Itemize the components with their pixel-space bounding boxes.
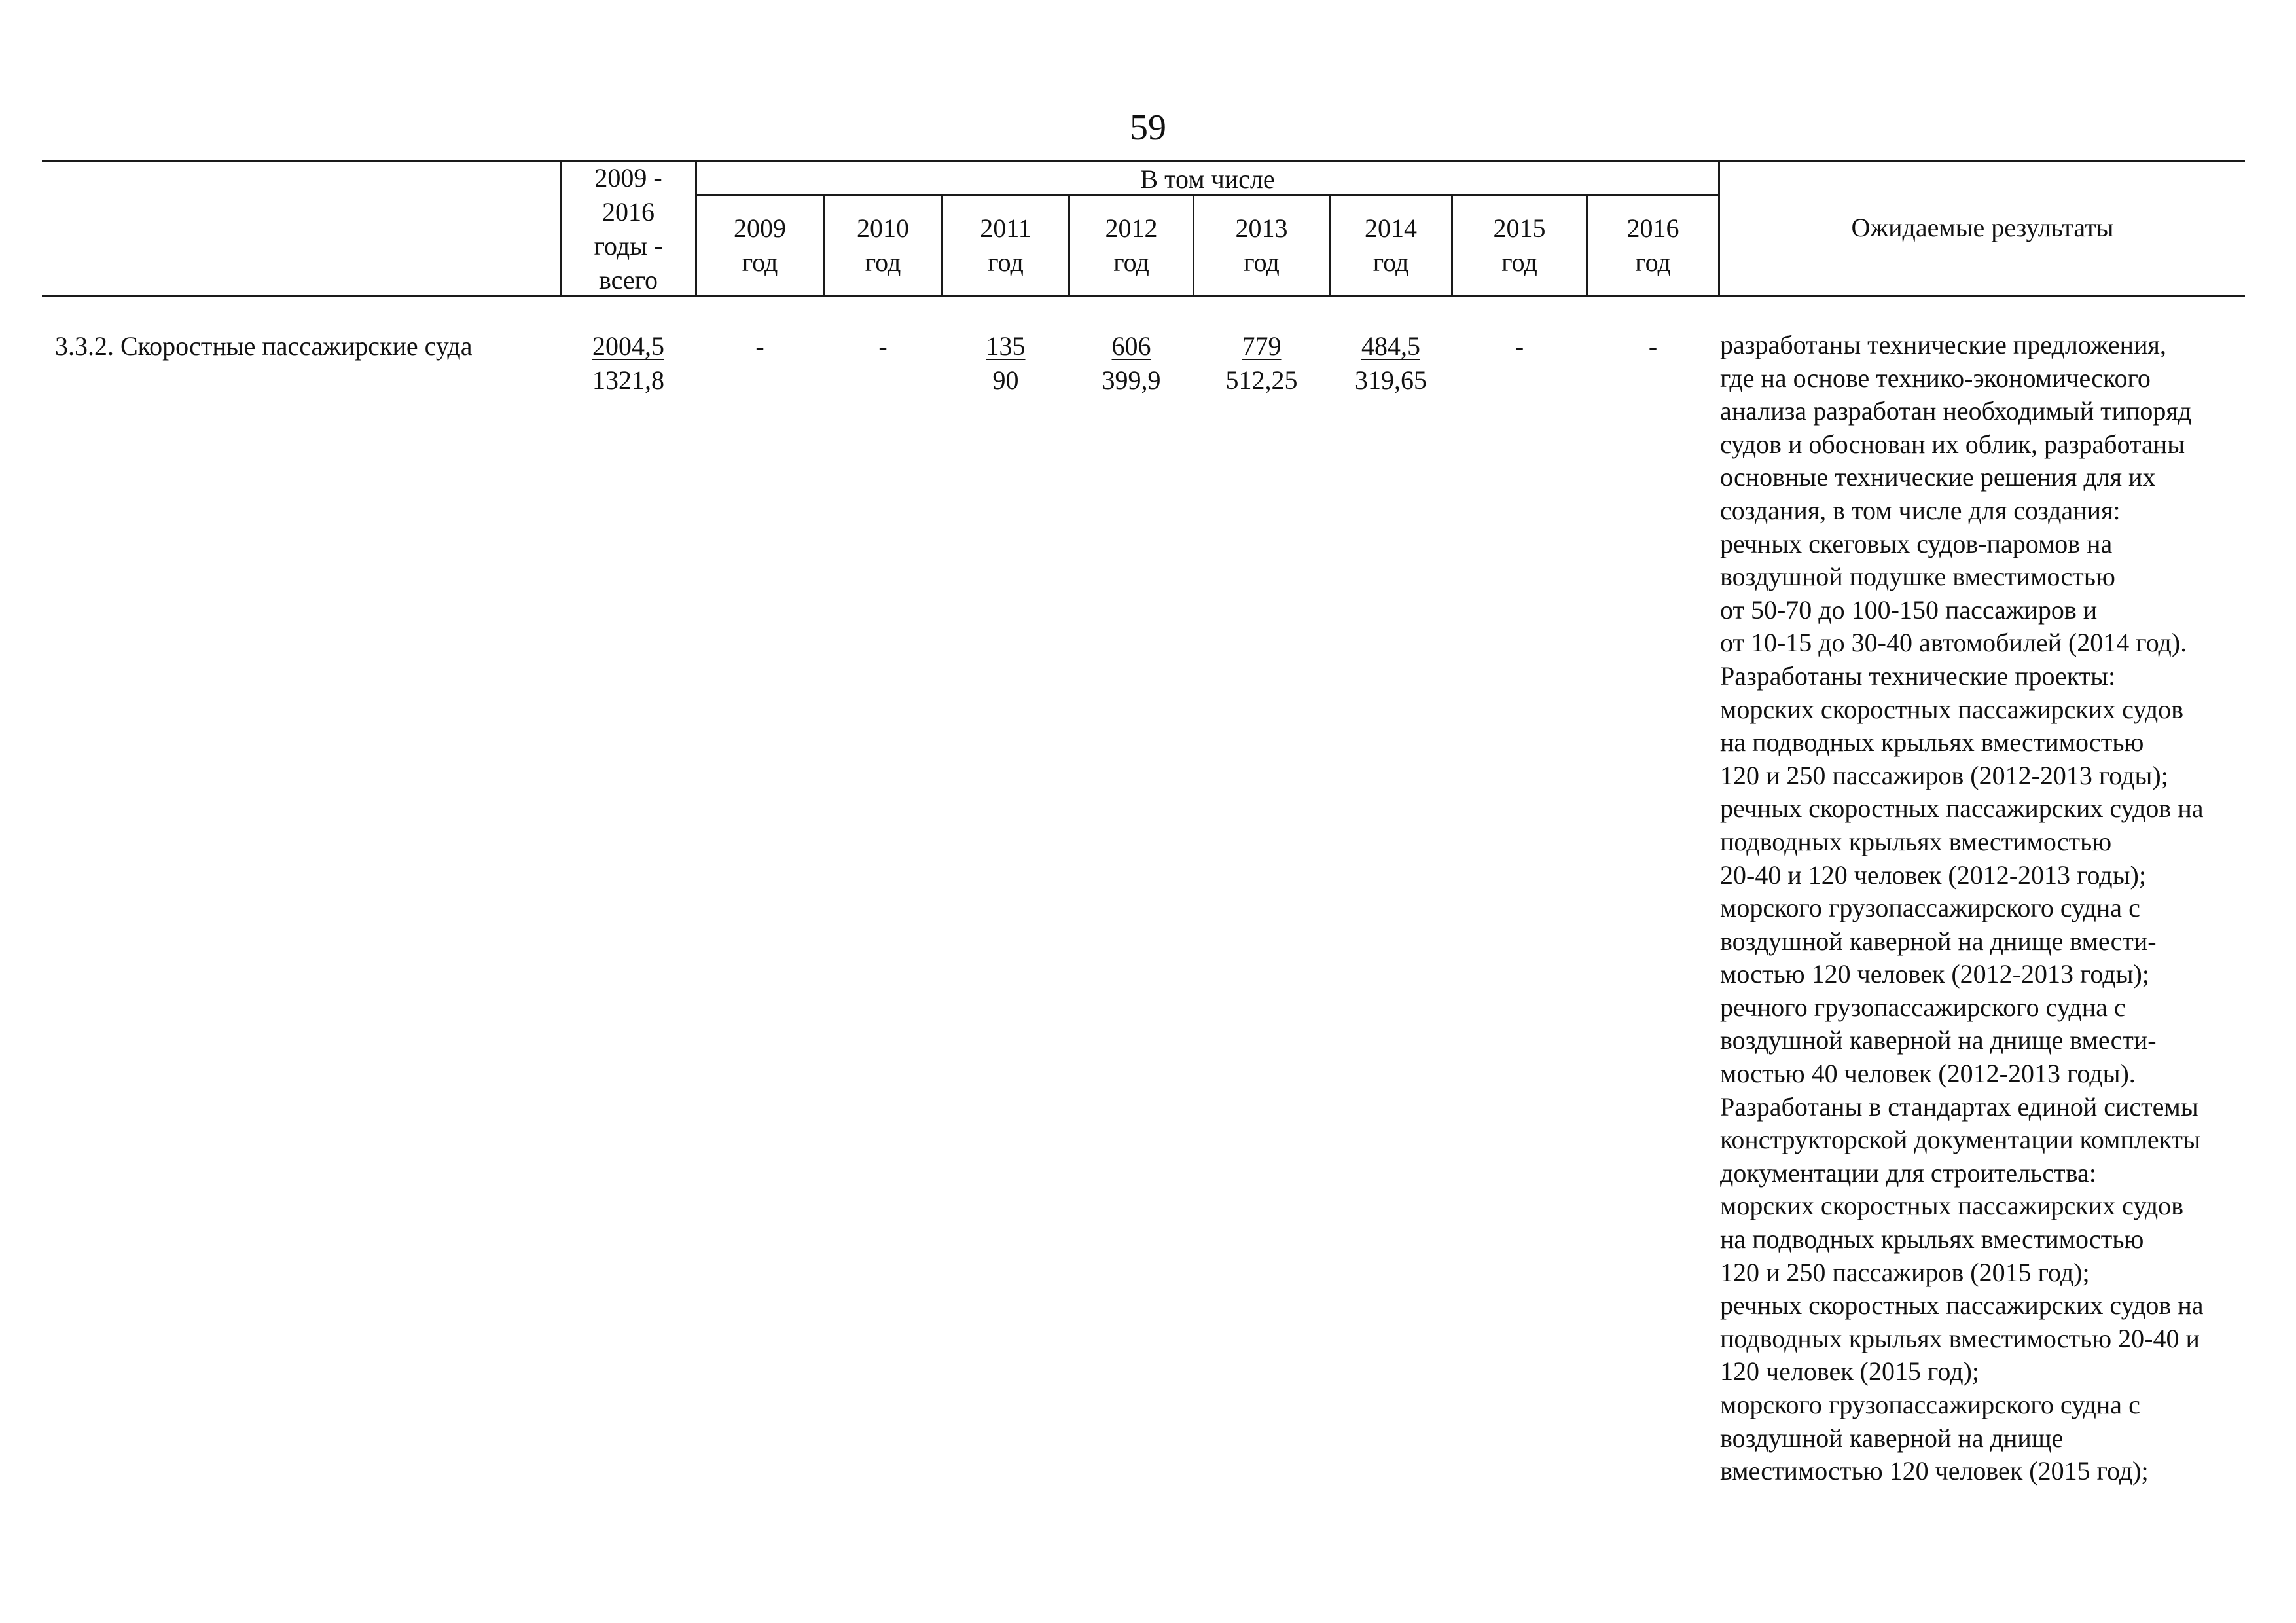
- header-year: 2011: [980, 213, 1031, 243]
- row-value-top: -: [1648, 331, 1658, 361]
- row-value-top: -: [755, 331, 764, 361]
- results-line: морских скоростных пассажирских судов: [1720, 694, 2184, 724]
- header-total-line: всего: [598, 265, 658, 295]
- results-line: 120 и 250 пассажиров (2012-2013 годы);: [1720, 760, 2168, 790]
- row-value-top: 606: [1111, 331, 1151, 361]
- header-year-unit: год: [742, 247, 778, 277]
- header-year-unit: год: [1244, 247, 1280, 277]
- header-year-2013: [1194, 211, 1329, 280]
- results-line: где на основе технико-экономического: [1720, 363, 2151, 393]
- row-total: [562, 329, 695, 397]
- header-year-unit: год: [988, 247, 1024, 277]
- results-line: воздушной каверной на днище вмести-: [1720, 926, 2157, 956]
- header-including: В том числе: [1140, 164, 1275, 194]
- row-total-bottom: 1321,8: [592, 365, 664, 395]
- header-total-line: 2009 -: [594, 163, 662, 192]
- results-line: на подводных крыльях вместимостью: [1720, 1224, 2144, 1254]
- header-year-2012: [1070, 211, 1193, 280]
- header-total-line: 2016: [602, 197, 655, 227]
- header-year-2010: [825, 211, 941, 280]
- results-line: разработаны технические предложения,: [1720, 330, 2166, 359]
- header-year-2009: [697, 211, 823, 280]
- row-value-top: -: [1515, 331, 1524, 361]
- row-value-2014: [1331, 329, 1451, 397]
- results-line: судов и обоснован их облик, разработаны: [1720, 429, 2185, 459]
- row-value-2016: [1588, 329, 1718, 363]
- header-total-line: годы -: [594, 231, 663, 261]
- results-line: создания, в том числе для создания:: [1720, 495, 2121, 525]
- results-line: морского грузопассажирского судна с: [1720, 1390, 2140, 1419]
- header-year-2014: [1331, 211, 1451, 280]
- results-line: подводных крыльях вместимостью: [1720, 826, 2112, 856]
- row-value-2015: [1453, 329, 1586, 363]
- results-line: основные технические решения для их: [1720, 462, 2156, 492]
- header-year-unit: год: [1501, 247, 1537, 277]
- results-line: 20-40 и 120 человек (2012-2013 годы);: [1720, 860, 2146, 890]
- header-year: 2016: [1626, 213, 1679, 243]
- row-value-2011: [943, 329, 1068, 397]
- row-value-top: 135: [986, 331, 1026, 361]
- results-line: мостью 120 человек (2012-2013 годы);: [1720, 959, 2149, 989]
- results-line: воздушной подушке вместимостью: [1720, 562, 2115, 592]
- results-line: речных скоростных пассажирских судов на: [1720, 793, 2204, 824]
- header-year: 2009: [734, 213, 786, 243]
- results-line: морского грузопассажирского судна с: [1720, 893, 2140, 923]
- header-year-2011: [943, 211, 1068, 280]
- header-year-unit: год: [1113, 247, 1149, 277]
- results-line: Разработаны в стандартах единой системы: [1720, 1091, 2198, 1122]
- results-line: речных скеговых судов-паромов на: [1720, 528, 2113, 558]
- row-total-top: 2004,5: [592, 331, 664, 361]
- results-line: документации для строительства:: [1720, 1158, 2096, 1188]
- header-year-2015: [1453, 211, 1586, 280]
- header-year-unit: год: [1635, 247, 1671, 277]
- results-line: подводных крыльях вместимостью 20-40 и: [1720, 1323, 2200, 1353]
- results-line: речного грузопассажирского судна с: [1720, 992, 2126, 1022]
- results-line: 120 человек (2015 год);: [1720, 1357, 1980, 1387]
- header-total-column: [562, 161, 695, 297]
- results-line: мостью 40 человек (2012-2013 годы).: [1720, 1059, 2136, 1089]
- page-number: 59: [1130, 107, 1166, 148]
- header-year: 2010: [857, 213, 909, 243]
- row-value-bottom: 399,9: [1102, 365, 1161, 395]
- header-year: 2014: [1365, 213, 1417, 243]
- row-value-top: 779: [1242, 331, 1282, 361]
- row-value-top: 484,5: [1361, 331, 1420, 361]
- results-line: вместимостью 120 человек (2015 год);: [1720, 1456, 2149, 1486]
- row-value-top: -: [878, 331, 888, 361]
- row-value-2013: [1194, 329, 1329, 397]
- header-year-2016: [1588, 211, 1718, 280]
- row-value-bottom: 90: [992, 365, 1019, 395]
- results-line: речных скоростных пассажирских судов на: [1720, 1290, 2204, 1321]
- row-value-2009: [697, 329, 823, 363]
- results-line: анализа разработан необходимый типоряд: [1720, 396, 2192, 426]
- header-year: 2013: [1235, 213, 1288, 243]
- results-line: конструкторской документации комплекты: [1720, 1125, 2200, 1155]
- results-line: от 10-15 до 30-40 автомобилей (2014 год).: [1720, 628, 2187, 658]
- results-line: 120 и 250 пассажиров (2015 год);: [1720, 1257, 2090, 1287]
- results-line: воздушной каверной на днище вмести-: [1720, 1025, 2157, 1055]
- results-line: от 50-70 до 100-150 пассажиров и: [1720, 594, 2098, 625]
- row-results: [1720, 329, 2289, 1488]
- results-line: воздушной каверной на днище: [1720, 1423, 2064, 1453]
- results-line: морских скоростных пассажирских судов: [1720, 1191, 2184, 1221]
- results-line: на подводных крыльях вместимостью: [1720, 727, 2144, 757]
- results-line: Разработаны технические проекты:: [1720, 661, 2116, 691]
- header-year: 2012: [1105, 213, 1158, 243]
- header-year-unit: год: [1372, 247, 1409, 277]
- row-name: 3.3.2. Скоростные пассажирские суда: [55, 331, 473, 361]
- header-results: Ожидаемые результаты: [1851, 213, 2114, 242]
- row-value-bottom: 512,25: [1225, 365, 1298, 395]
- header-year-unit: год: [865, 247, 901, 277]
- table-header-bottom-rule: [42, 295, 2245, 297]
- row-value-2010: [825, 329, 941, 363]
- row-value-2012: [1070, 329, 1193, 397]
- header-year: 2015: [1493, 213, 1546, 243]
- row-value-bottom: 319,65: [1355, 365, 1427, 395]
